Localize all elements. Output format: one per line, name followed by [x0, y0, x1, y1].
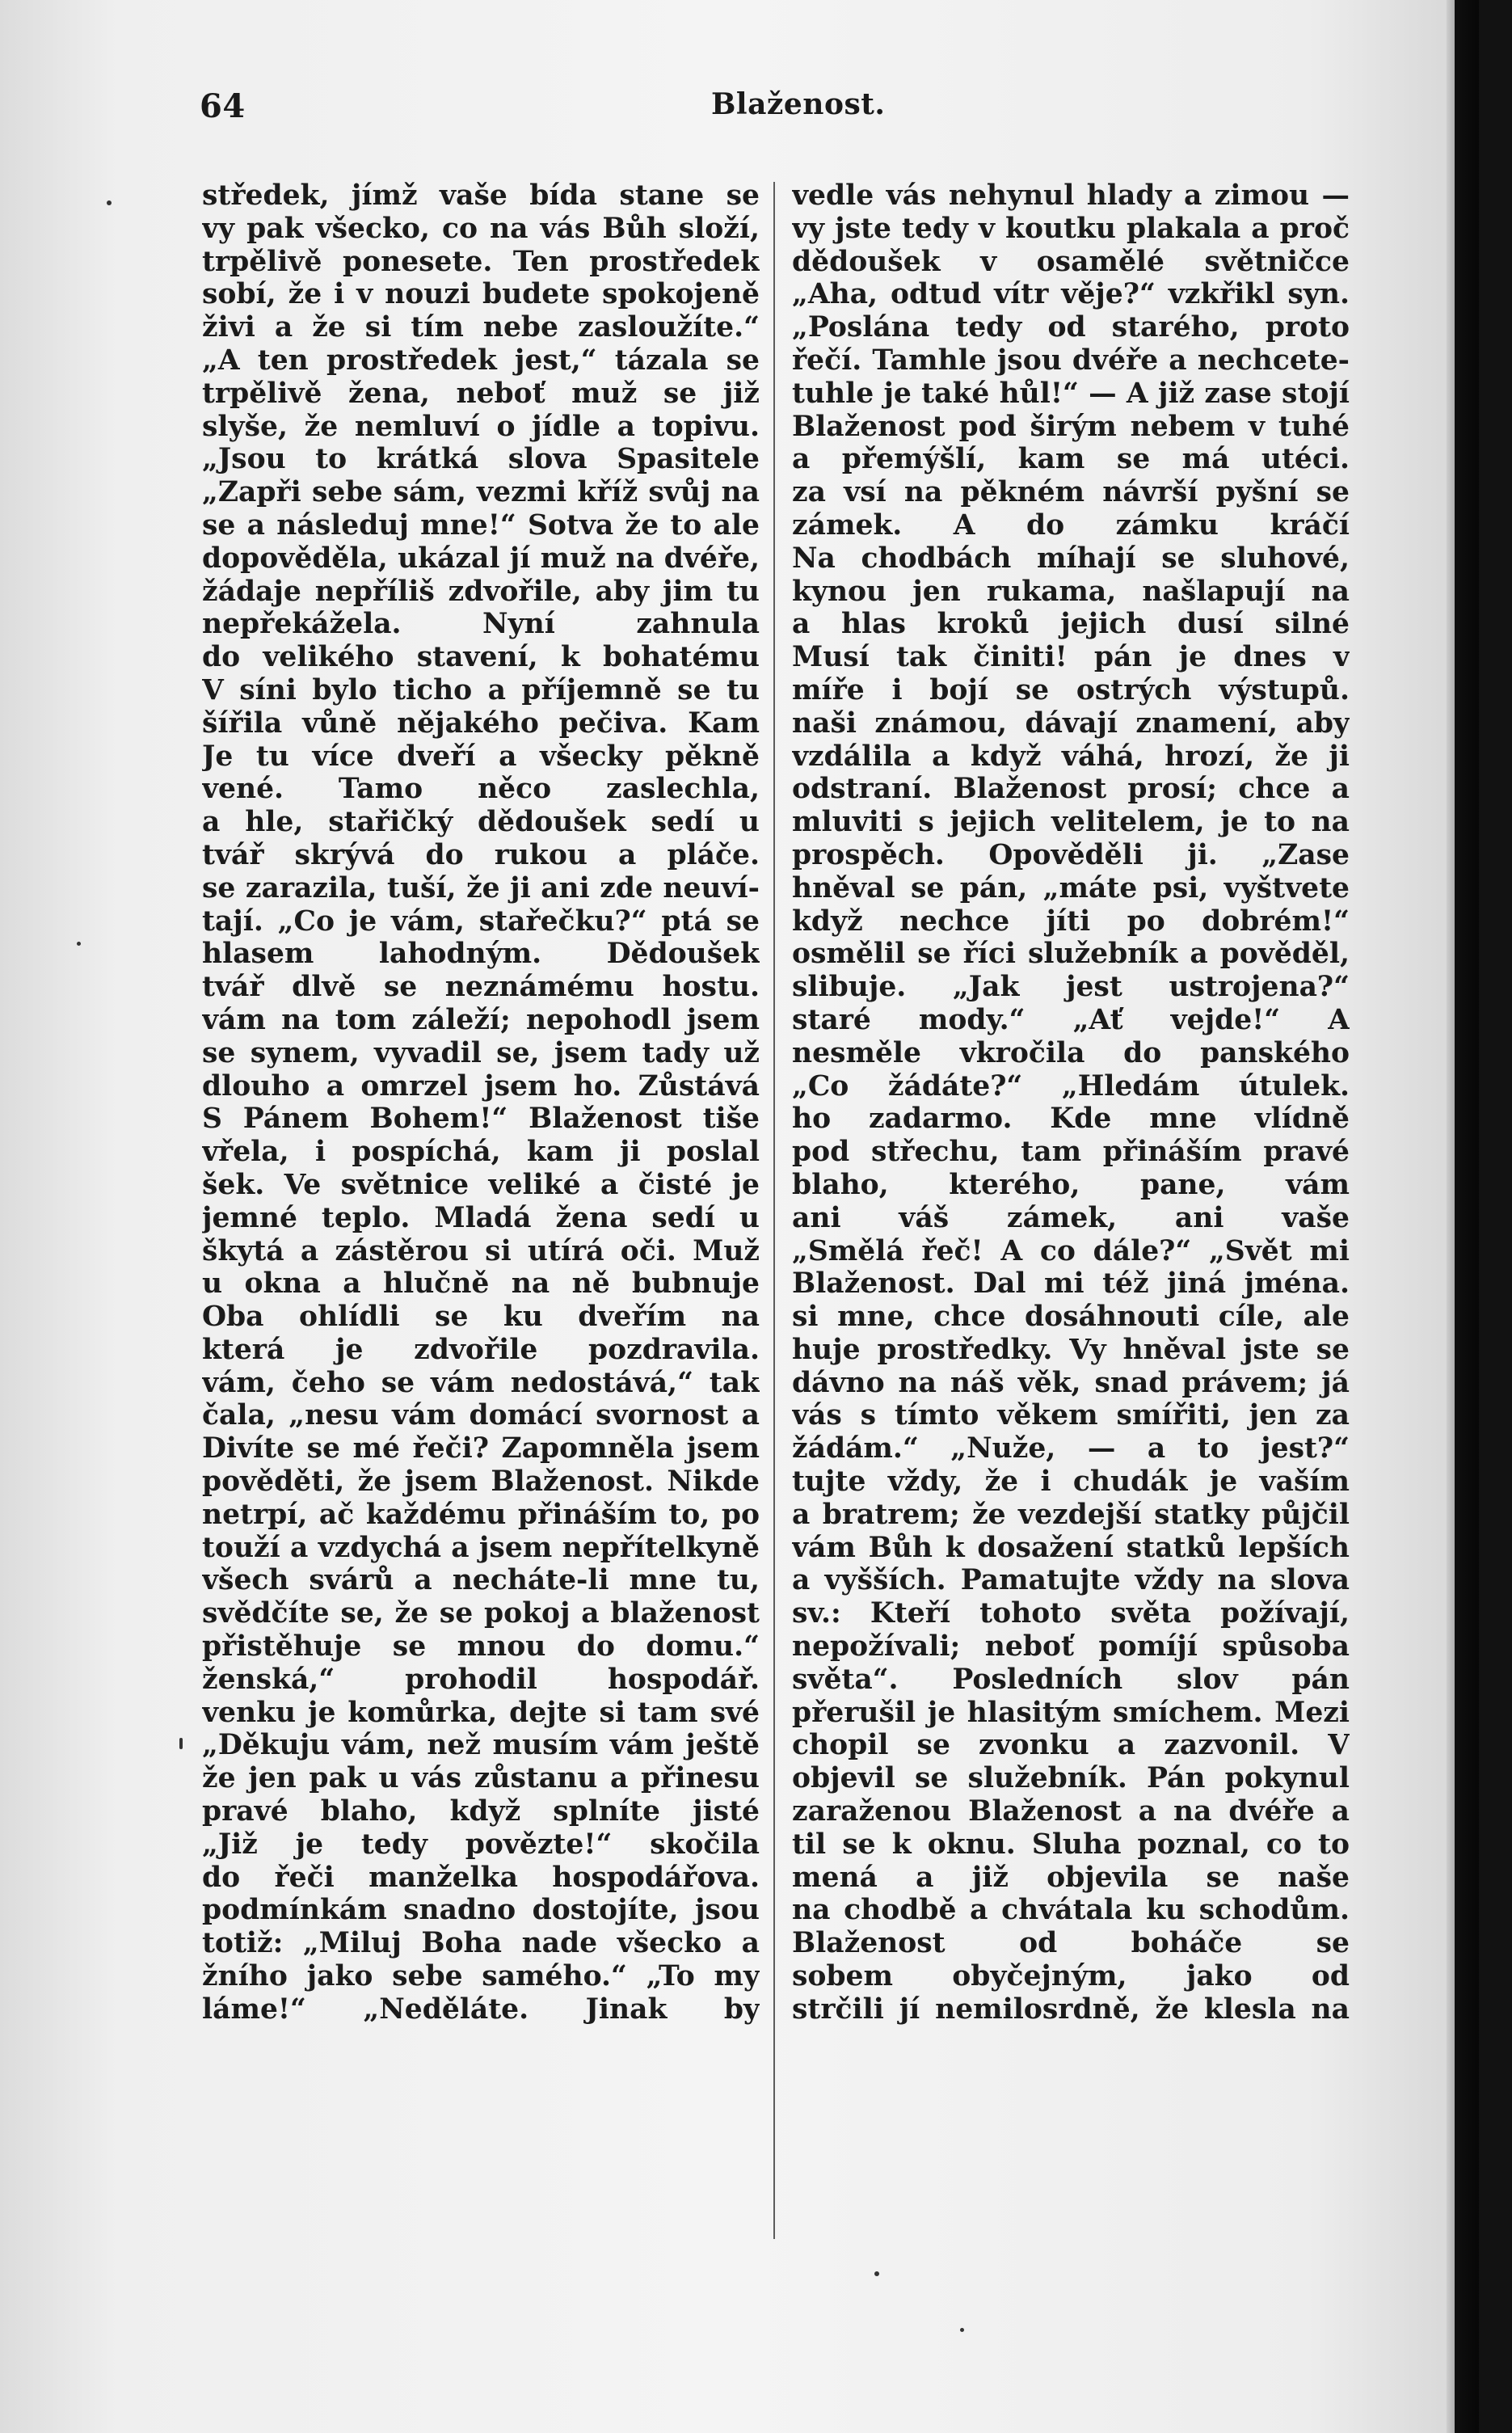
right-column-text-line: staré mody.“ „Ať vejde!“ A — [792, 1003, 1350, 1036]
left-column-text-line: se a následuj mne!“ Sotva že to ale — [202, 508, 760, 542]
left-column-text-line: trpělivě ponesete. Ten prostředek — [202, 245, 760, 278]
right-column-text-line: Blaženost pod širým nebem v tuhé — [792, 410, 1350, 443]
right-column-text-line: „Aha, odtud vítr věje?“ vzkřikl syn. — [792, 278, 1350, 311]
left-column-text-line: Oba ohlídli se ku dveřím na — [202, 1301, 760, 1334]
right-column-text-line: tujte vždy, že i chudák je vaším — [792, 1465, 1350, 1499]
scan-speck — [77, 942, 81, 946]
left-column-text-line: se synem, vyvadil se, jsem tady už — [202, 1036, 760, 1069]
right-column-text-line: „Co žádáte?“ „Hledám útulek. — [792, 1069, 1350, 1103]
right-column-text-line: tuhle je také hůl!“ — A již zase stojí — [792, 377, 1350, 410]
left-column-text-line: čala, „nesu vám domácí svornost a — [202, 1399, 760, 1432]
left-column-text-line: Divíte se mé řeči? Zapomněla jsem — [202, 1432, 760, 1465]
left-column-text-line: vy pak všecko, co na vás Bůh složí, — [202, 212, 760, 245]
left-column-text-line: nepřekážela. Nyní zahnula — [202, 608, 760, 641]
left-column-text-line: láme!“ „Neděláte. Jinak by — [202, 1992, 760, 2026]
right-column-text-line: kynou jen rukama, našlapují na — [792, 575, 1350, 608]
left-column-text-line: „Již je tedy povězte!“ skočila — [202, 1828, 760, 1861]
right-column-text-line: vás s tímto věkem smířiti, jen za — [792, 1399, 1350, 1432]
scan-speck — [960, 2328, 964, 2332]
scan-speck — [874, 2271, 879, 2276]
left-column-text-line: která je zdvořile pozdravila. — [202, 1333, 760, 1366]
left-column-text-line: přistěhuje se mnou do domu.“ — [202, 1630, 760, 1663]
left-column-text-line: vám, čeho se vám nedostává,“ tak — [202, 1366, 760, 1399]
left-column-text-line: ženská,“ prohodil hospodář. — [202, 1663, 760, 1696]
left-column-text-line: tvář dlvě se neznámému hostu. — [202, 971, 760, 1004]
left-text-column — [202, 179, 760, 2026]
right-column-text-line: dědoušek v osamělé světničce — [792, 245, 1350, 278]
right-column-text-line: vám Bůh k dosažení statků lepších — [792, 1531, 1350, 1564]
left-column-text-line: do velikého stavení, k bohatému — [202, 641, 760, 674]
right-column-text-line: naši známou, dávají znamení, aby — [792, 706, 1350, 740]
left-column-text-line: živi a že si tím nebe zasloužíte.“ — [202, 311, 760, 344]
left-column-text-line: trpělivě žena, neboť muž se již — [202, 377, 760, 410]
right-column-text-line: strčili jí nemilosrdně, že klesla na — [792, 1992, 1350, 2026]
left-column-text-line: podmínkám snadno dostojíte, jsou — [202, 1894, 760, 1927]
right-column-text-line: „Poslána tedy od starého, proto — [792, 311, 1350, 344]
left-column-text-line: „A ten prostředek jest,“ tázala se — [202, 344, 760, 377]
column-divider — [773, 182, 775, 2239]
right-column-text-line: si mne, chce dosáhnouti cíle, ale — [792, 1301, 1350, 1334]
right-column-text-line: sobem obyčejným, jako od — [792, 1960, 1350, 1993]
left-column-text-line: tají. „Co je vám, stařečku?“ ptá se — [202, 904, 760, 938]
right-column-text-line: žádám.“ „Nuže, — a to jest?“ — [792, 1432, 1350, 1465]
right-column-text-line: řečí. Tamhle jsou dvéře a nechcete- — [792, 344, 1350, 377]
right-column-text-line: osmělil se říci služebník a pověděl, — [792, 938, 1350, 971]
left-column-text-line: a hle, stařičký dědoušek sedí u — [202, 806, 760, 839]
right-column-text-line: za vsí na pěkném návrší pyšní se — [792, 476, 1350, 509]
left-column-text-line: dlouho a omrzel jsem ho. Zůstává — [202, 1069, 760, 1103]
right-column-text-line: dávno na náš věk, snad právem; já — [792, 1366, 1350, 1399]
left-column-text-line: Je tu více dveří a všecky pěkně — [202, 740, 760, 773]
right-column-text-line: Blaženost. Dal mi též jiná jména. — [792, 1267, 1350, 1301]
right-column-text-line: když nechce jíti po dobrém!“ — [792, 904, 1350, 938]
right-column-text-line: huje prostředky. Vy hněval jste se — [792, 1333, 1350, 1366]
left-column-text-line: slyše, že nemluví o jídle a topivu. — [202, 410, 760, 443]
left-column-text-line: pravé blaho, když splníte jisté — [202, 1795, 760, 1828]
right-column-text-line: objevil se služebník. Pán pokynul — [792, 1762, 1350, 1795]
right-column-text-line: til se k oknu. Sluha poznal, co to — [792, 1828, 1350, 1861]
right-column-text-line: Na chodbách míhají se sluhové, — [792, 542, 1350, 575]
right-column-text-line: a přemýšlí, kam se má utéci. — [792, 443, 1350, 476]
right-column-text-line: hněval se pán, „máte psi, vyštvete — [792, 871, 1350, 904]
right-column-text-line: na chodbě a chvátala ku schodům. — [792, 1894, 1350, 1927]
left-column-text-line: jemné teplo. Mladá žena sedí u — [202, 1201, 760, 1234]
left-column-text-line: že jen pak u vás zůstanu a přinesu — [202, 1762, 760, 1795]
left-column-text-line: totiž: „Miluj Boha nade všecko a — [202, 1927, 760, 1960]
left-column-text-line: středek, jímž vaše bída stane se — [202, 179, 760, 212]
left-column-text-line: šek. Ve světnice veliké a čisté je — [202, 1168, 760, 1201]
right-column-text-line: zámek. A do zámku kráčí — [792, 508, 1350, 542]
left-column-text-line: sobí, že i v nouzi budete spokojeně — [202, 278, 760, 311]
right-column-text-line: a bratrem; že vezdejší statky půjčil — [792, 1498, 1350, 1531]
right-column-text-line: vedle vás nehynul hlady a zimou — — [792, 179, 1350, 212]
left-column-text-line: venku je komůrka, dejte si tam své — [202, 1696, 760, 1729]
right-column-text-line: Blaženost od boháče se — [792, 1927, 1350, 1960]
right-column-text-line: pod střechu, tam přináším pravé — [792, 1136, 1350, 1169]
left-column-text-line: žního jako sebe samého.“ „To my — [202, 1960, 760, 1993]
left-column-text-line: do řeči manželka hospodářova. — [202, 1861, 760, 1894]
right-column-text-line: míře i bojí se ostrých výstupů. — [792, 673, 1350, 706]
right-column-text-line: a hlas kroků jejich dusí silné — [792, 608, 1350, 641]
left-column-text-line: žádaje nepříliš zdvořile, aby jim tu — [202, 575, 760, 608]
running-head-title: Blaženost. — [711, 87, 886, 121]
left-column-text-line: vené. Tamo něco zaslechla, — [202, 773, 760, 806]
left-column-text-line: touží a vzdychá a jsem nepřítelkyně — [202, 1531, 760, 1564]
left-column-text-line: vřela, i pospíchá, kam ji poslal — [202, 1136, 760, 1169]
right-column-text-line: slibuje. „Jak jest ustrojena?“ — [792, 971, 1350, 1004]
right-column-text-line: chopil se zvonku a zazvonil. V — [792, 1729, 1350, 1762]
left-column-text-line: škytá a zástěrou si utírá oči. Muž — [202, 1234, 760, 1267]
right-column-text-line: vzdálila a když váhá, hrozí, že ji — [792, 740, 1350, 773]
right-column-text-line: a vyšších. Pamatujte vždy na slova — [792, 1564, 1350, 1597]
left-column-text-line: „Děkuju vám, než musím vám ještě — [202, 1729, 760, 1762]
right-column-text-line: mluviti s jejich velitelem, je to na — [792, 806, 1350, 839]
left-column-text-line: vám na tom záleží; nepohodl jsem — [202, 1003, 760, 1036]
left-column-text-line: „Zapři sebe sám, vezmi kříž svůj na — [202, 476, 760, 509]
right-column-text-line: přerušil je hlasitým smíchem. Mezi — [792, 1696, 1350, 1729]
right-column-text-line: Musí tak činiti! pán je dnes v — [792, 641, 1350, 674]
right-column-text-line: ho zadarmo. Kde mne vlídně — [792, 1103, 1350, 1136]
left-column-text-line: šířila vůně nějakého pečiva. Kam — [202, 706, 760, 740]
left-column-text-line: dopověděla, ukázal jí muž na dvéře, — [202, 542, 760, 575]
right-column-text-line: nepožívali; neboť pomíjí spůsoba — [792, 1630, 1350, 1663]
right-text-column — [792, 179, 1350, 2026]
left-column-text-line: hlasem lahodným. Dědoušek — [202, 938, 760, 971]
left-column-text-line: tvář skrývá do rukou a pláče. — [202, 838, 760, 871]
right-column-text-line: blaho, kterého, pane, vám — [792, 1168, 1350, 1201]
right-column-text-line: sv.: Kteří tohoto světa požívají, — [792, 1597, 1350, 1630]
right-column-text-line: odstraní. Blaženost prosí; chce a — [792, 773, 1350, 806]
scan-speck — [107, 200, 112, 205]
page-number: 64 — [200, 87, 246, 125]
left-column-text-line: „Jsou to krátká slova Spasitele — [202, 443, 760, 476]
right-column-text-line: vy jste tedy v koutku plakala a proč — [792, 212, 1350, 245]
right-column-text-line: ani váš zámek, ani vaše — [792, 1201, 1350, 1234]
scan-speck — [179, 1738, 183, 1749]
right-column-text-line: „Smělá řeč! A co dále?“ „Svět mi — [792, 1234, 1350, 1267]
left-column-text-line: svědčíte se, že se pokoj a blaženost — [202, 1597, 760, 1630]
left-column-text-line: V síni bylo ticho a příjemně se tu — [202, 673, 760, 706]
left-column-text-line: se zarazila, tuší, že ji ani zde neuví- — [202, 871, 760, 904]
right-column-text-line: světa“. Posledních slov pán — [792, 1663, 1350, 1696]
right-column-text-line: prospěch. Opověděli ji. „Zase — [792, 838, 1350, 871]
left-column-text-line: všech svárů a necháte-li mne tu, — [202, 1564, 760, 1597]
left-column-text-line: pověděti, že jsem Blaženost. Nikde — [202, 1465, 760, 1499]
left-column-text-line: netrpí, ač každému přináším to, po — [202, 1498, 760, 1531]
left-column-text-line: u okna a hlučně na ně bubnuje — [202, 1267, 760, 1301]
page-edge-shadow — [1447, 0, 1479, 2433]
right-column-text-line: mená a již objevila se naše — [792, 1861, 1350, 1894]
right-column-text-line: nesměle vkročila do panského — [792, 1036, 1350, 1069]
right-column-text-line: zaraženou Blaženost a na dvéře a — [792, 1795, 1350, 1828]
left-column-text-line: S Pánem Bohem!“ Blaženost tiše — [202, 1103, 760, 1136]
